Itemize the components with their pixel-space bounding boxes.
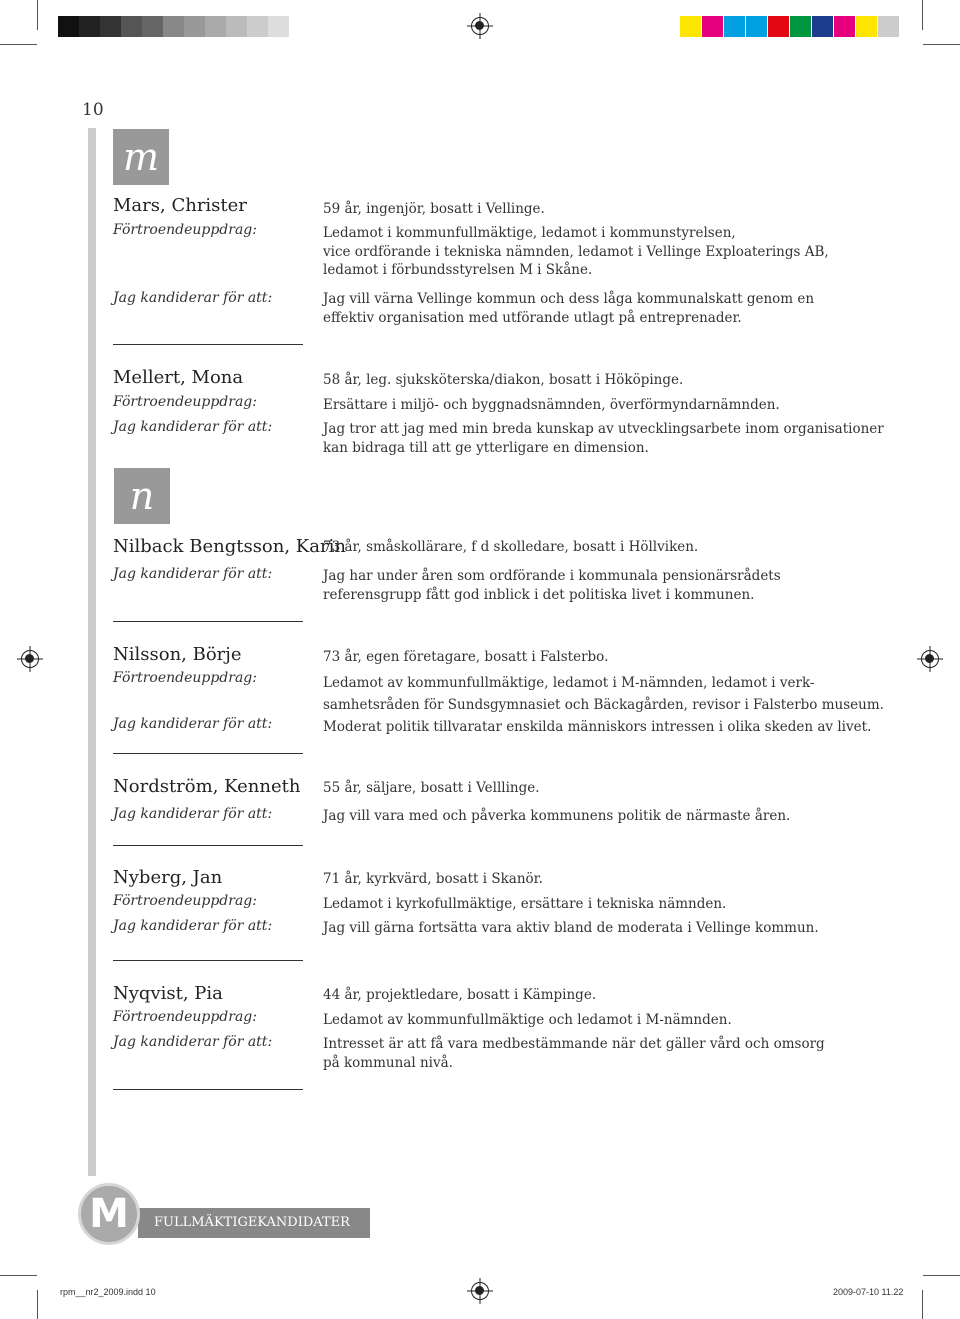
section-letter-n: n — [114, 468, 170, 524]
gray-swatch — [205, 16, 226, 37]
label-kandiderar: Jag kandiderar för att: — [113, 290, 273, 306]
gray-swatch — [226, 16, 247, 37]
label-kandiderar: Jag kandiderar för att: — [113, 716, 273, 732]
candidate-name: Nordström, Kenneth — [113, 776, 301, 797]
color-swatch — [790, 16, 811, 37]
section-footer-band: FULLMÄKTIGEKANDIDATER — [138, 1208, 370, 1238]
kandiderar-text: Jag tror att jag med min breda kunskap av utvecklingsarbete inom organisationer kan bidraga till att ge ytterligare en dimension. — [323, 421, 884, 456]
divider — [113, 1089, 303, 1090]
color-swatch — [812, 16, 833, 37]
label-kandiderar: Jag kandiderar för att: — [113, 1034, 273, 1050]
color-swatch — [834, 16, 855, 37]
kandiderar-text: Jag vill vara med och påverka kommunens politik de närmaste åren. — [323, 808, 791, 824]
fortroende-text: Ledamot i kyrkofullmäktige, ersättare i tekniska nämnden. — [323, 896, 727, 912]
label-kandiderar: Jag kandiderar för att: — [113, 918, 273, 934]
label-fortroende: Förtroendeuppdrag: — [113, 670, 257, 686]
gray-swatch — [184, 16, 205, 37]
fortroende-text: Ersättare i miljö- och byggnadsnämnden, överförmyndarnämnden. — [323, 397, 780, 413]
candidate-info: 73 år, egen företagare, bosatt i Falsterbo. — [323, 649, 609, 665]
gray-swatch — [100, 16, 121, 37]
candidate-name: Nyberg, Jan — [113, 867, 223, 888]
kandiderar-text: Moderat politik tillvaratar enskilda människors intressen i olika skeden av livet. — [323, 719, 872, 735]
party-logo: M — [78, 1183, 140, 1245]
candidate-name: Nyqvist, Pia — [113, 983, 223, 1004]
divider — [113, 753, 303, 754]
gray-swatch — [58, 16, 79, 37]
label-fortroende: Förtroendeuppdrag: — [113, 394, 257, 410]
candidate-info: 44 år, projektledare, bosatt i Kämpinge. — [323, 987, 597, 1003]
slug-datetime: 2009-07-10 11.22 — [833, 1287, 904, 1297]
color-swatch — [768, 16, 789, 37]
color-swatch — [746, 16, 767, 37]
color-swatch — [856, 16, 877, 37]
gray-swatch — [163, 16, 184, 37]
gray-swatch — [268, 16, 289, 37]
slug-filename: rpm__nr2_2009.indd 10 — [60, 1287, 156, 1297]
candidate-info: 58 år, leg. sjuksköterska/diakon, bosatt i Hököpinge. — [323, 372, 684, 388]
section-letter-m: m — [113, 129, 169, 185]
candidate-name: Nilsson, Börje — [113, 644, 242, 665]
divider — [113, 960, 303, 961]
label-kandiderar: Jag kandiderar för att: — [113, 566, 273, 582]
color-swatch — [724, 16, 745, 37]
fortroende-text: Ledamot av kommunfullmäktige, ledamot i M-nämnden, ledamot i verk- samhetsråden för Sundsgymnasiet och Bäckagården, revisor i Falsterbo museum. — [323, 675, 884, 713]
gray-swatch — [79, 16, 100, 37]
label-fortroende: Förtroendeuppdrag: — [113, 1009, 257, 1025]
label-fortroende: Förtroendeuppdrag: — [113, 893, 257, 909]
side-bar — [88, 128, 96, 1176]
divider — [113, 344, 303, 345]
kandiderar-text: Intresset är att få vara medbestämmande när det gäller vård och omsorg på kommunal nivå. — [323, 1036, 825, 1071]
candidate-info: 55 år, säljare, bosatt i Velllinge. — [323, 780, 540, 796]
color-swatch — [878, 16, 899, 37]
divider — [113, 845, 303, 846]
page-number: 10 — [82, 100, 104, 120]
color-swatch — [680, 16, 701, 37]
candidate-info: 59 år, ingenjör, bosatt i Vellinge. — [323, 201, 545, 217]
registration-mark-icon — [471, 1282, 489, 1300]
candidate-info: 71 år, kyrkvärd, bosatt i Skanör. — [323, 871, 543, 887]
fortroende-text: Ledamot av kommunfullmäktige och ledamot i M-nämnden. — [323, 1012, 732, 1028]
label-kandiderar: Jag kandiderar för att: — [113, 419, 273, 435]
gray-swatch — [142, 16, 163, 37]
candidate-name: Mellert, Mona — [113, 367, 244, 388]
gray-swatch — [121, 16, 142, 37]
kandiderar-text: Jag vill gärna fortsätta vara aktiv bland de moderata i Vellinge kommun. — [323, 920, 819, 936]
label-kandiderar: Jag kandiderar för att: — [113, 806, 273, 822]
registration-mark-icon — [471, 17, 489, 35]
registration-mark-icon — [921, 650, 939, 668]
registration-mark-icon — [21, 650, 39, 668]
gray-swatch — [247, 16, 268, 37]
candidate-name: Nilback Bengtsson, Karin — [113, 536, 346, 557]
fortroende-text: Ledamot i kommunfullmäktige, ledamot i kommunstyrelsen, vice ordförande i tekniska nämnden, ledamot i Vellinge Exploaterings AB, ledamot i förbundsstyrelsen M i Skåne. — [323, 225, 829, 278]
kandiderar-text: Jag har under åren som ordförande i kommunala pensionärsrådets referensgrupp fått god inblick i det politiska livet i kommunen. — [323, 568, 781, 603]
color-swatch — [702, 16, 723, 37]
candidate-info: 73 år, småskollärare, f d skolledare, bosatt i Höllviken. — [323, 539, 699, 555]
candidate-name: Mars, Christer — [113, 195, 247, 216]
divider — [113, 621, 303, 622]
kandiderar-text: Jag vill värna Vellinge kommun och dess låga kommunalskatt genom en effektiv organisation med utförande utlagt på entreprenader. — [323, 291, 815, 326]
label-fortroende: Förtroendeuppdrag: — [113, 222, 257, 238]
